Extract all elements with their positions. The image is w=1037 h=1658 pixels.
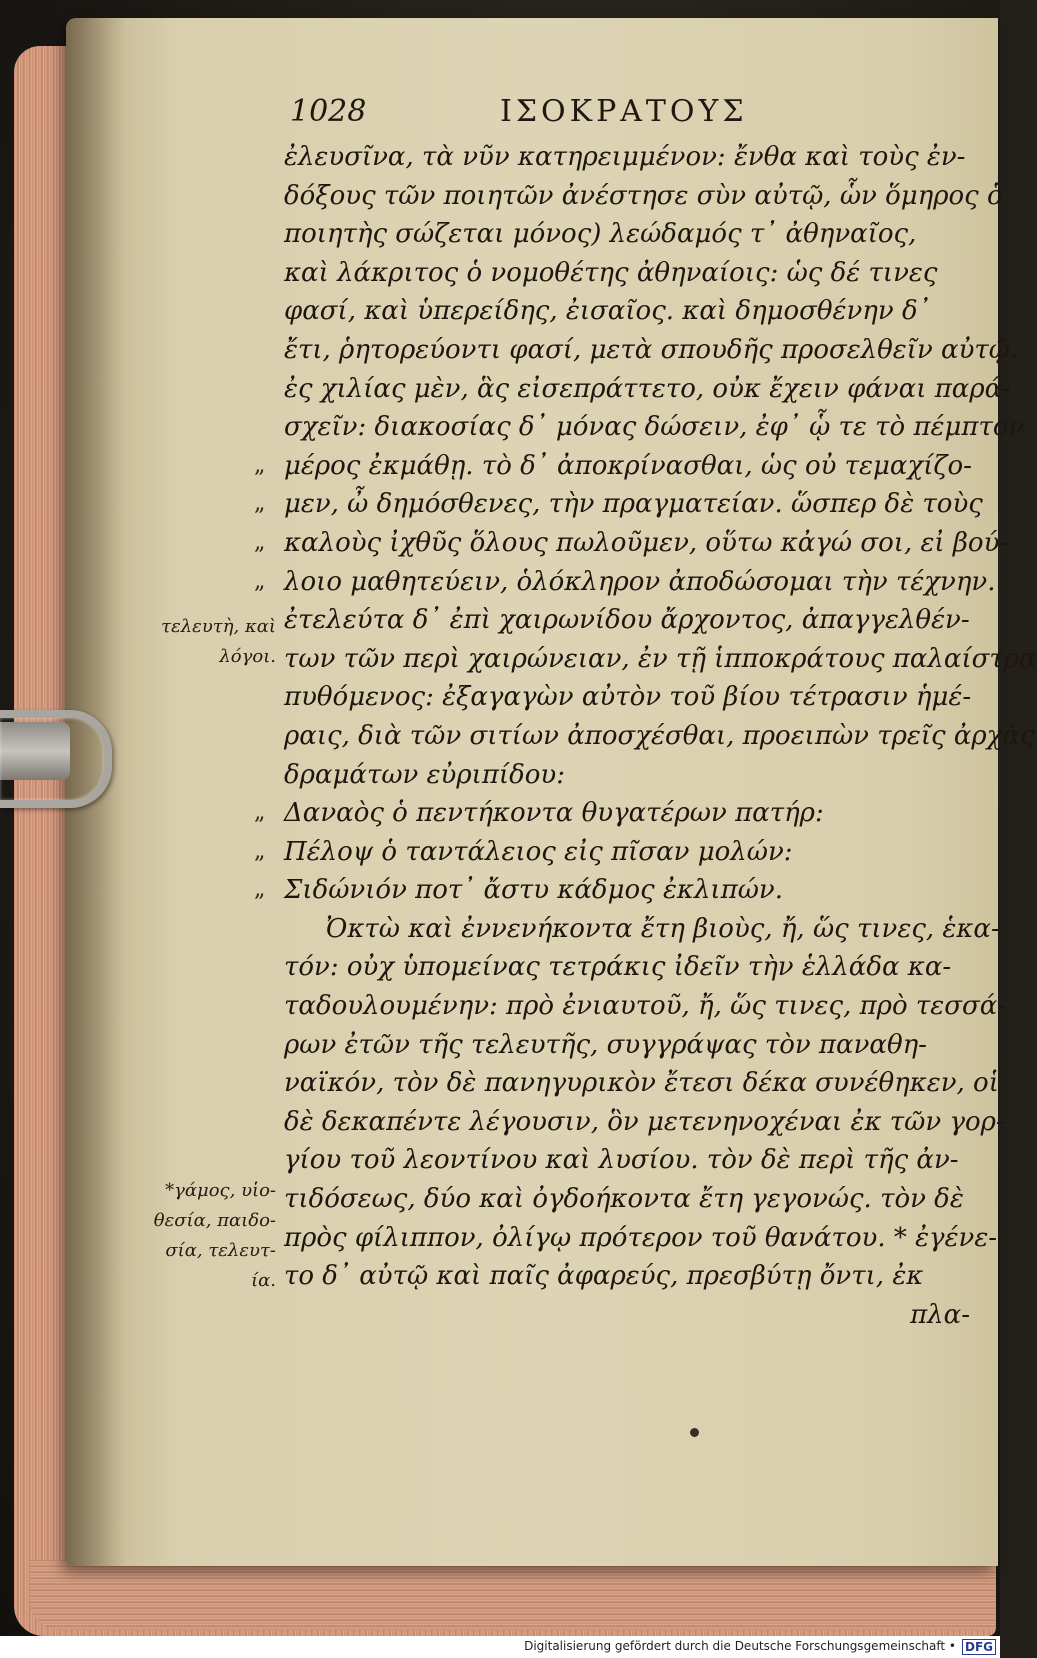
footer-bar (0, 1636, 1000, 1658)
text-line (284, 292, 994, 331)
metal-clip (0, 710, 112, 808)
text-line (284, 1257, 994, 1296)
text-line-content: ἔτι, ῥητορεύοντι φασί, μετὰ σπουδῆς προσελθεῖν αὐτῷ. (284, 334, 1019, 365)
margin-note-line: θεσία, παιδο- (153, 1210, 276, 1231)
text-line (284, 601, 994, 640)
margin-note-line: *γάμος, υἱο- (165, 1180, 276, 1201)
text-line-content: δραμάτων εὐριπίδου: (284, 759, 565, 790)
text-line (284, 717, 1035, 756)
text-line-content: ἐλευσῖνα, τὰ νῦν κατηρειμμένον: ἔνθα καὶ τοὺς ἐν- (284, 142, 966, 172)
text-line (284, 254, 994, 293)
text-line (284, 948, 994, 987)
text-line (284, 910, 1000, 949)
text-line-content: ναϊκόν, τὸν δὲ πανηγυρικὸν ἔτεσι δέκα συνέθηκεν, οἱ (284, 1068, 999, 1099)
text-line (284, 1219, 998, 1258)
text-line-content: το δ᾽ αὐτῷ καὶ παῖς ἀφαρεύς, πρεσβύτῃ ὄντι, ἐκ (284, 1261, 924, 1292)
text-line-content: γίου τοῦ λεοντίνου καὶ λυσίου. τὸν δὲ περὶ τῆς ἀν- (284, 1145, 959, 1176)
text-line (284, 215, 994, 254)
text-line (284, 408, 1025, 447)
quotation-mark: „ (254, 838, 266, 864)
quotation-mark: „ (254, 491, 266, 517)
margin-note (150, 612, 276, 672)
text-line-content: καὶ λάκριτος ὁ νομοθέτης ἀθηναίοις: ὡς δέ τινες (284, 257, 938, 288)
text-block (254, 138, 1037, 1334)
text-line-content: Σιδώνιόν ποτ᾽ ἄστυ κάδμος ἐκλιπών. (284, 875, 783, 906)
footer-credit: Digitalisierung gefördert durch die Deutsche Forschungsgemeinschaft • (524, 1639, 956, 1653)
text-line (254, 563, 996, 602)
text-line-content: δὲ δεκαπέντε λέγουσιν, ὃν μετενηνοχέναι ἐκ τῶν γορ- (284, 1106, 1005, 1137)
page-number: 1028 (290, 94, 367, 129)
text-line-content: ταδουλουμένην: πρὸ ἐνιαυτοῦ, ἤ, ὥς τινες, πρὸ τεσσά- (284, 991, 1007, 1022)
text-line (254, 794, 994, 833)
ink-dot (690, 1428, 699, 1437)
text-line (284, 1180, 994, 1219)
text-line-content: ραις, διὰ τῶν σιτίων ἀποσχέσθαι, προειπὼν τρεῖς ἀρχὰς (284, 720, 1035, 751)
quotation-mark: „ (254, 877, 266, 903)
text-line-content: πυθόμενος: ἐξαγαγὼν αὐτὸν τοῦ βίου τέτρασιν ἡμέ- (284, 682, 972, 713)
text-line-content: πλα- (910, 1299, 970, 1330)
text-line (254, 833, 994, 872)
text-line (284, 1026, 994, 1065)
page-title: ΙΣΟΚΡΑΤΟΥΣ (500, 94, 748, 129)
page-edges-bottom (30, 1560, 996, 1630)
text-line (284, 756, 994, 795)
text-line-content: ἐτελεύτα δ᾽ ἐπὶ χαιρωνίδου ἄρχοντος, ἀπαγγελθέν- (284, 605, 970, 636)
text-line-content: Ὀκτὼ καὶ ἐννενήκοντα ἔτη βιοὺς, ἤ, ὥς τινες, ἑκα- (326, 913, 1000, 944)
text-line-content: μέρος ἐκμάθῃ. τὸ δ᾽ ἀποκρίνασθαι, ὡς οὐ τεμαχίζο- (284, 450, 972, 481)
quotation-mark: „ (254, 452, 266, 478)
text-line-content: των τῶν περὶ χαιρώνειαν, ἐν τῇ ἱπποκράτους παλαίστρα (284, 643, 1037, 674)
text-line (284, 1064, 999, 1103)
text-line (284, 370, 1011, 409)
margin-note-line: λόγοι. (219, 646, 276, 667)
text-line-content: πρὸς φίλιππον, ὀλίγῳ πρότερον τοῦ θανάτου. * ἐγένε- (284, 1222, 998, 1253)
text-line-content: μεν, ὦ δημόσθενες, τὴν πραγματείαν. ὥσπερ δὲ τοὺς (284, 489, 983, 520)
text-line-content: σχεῖν: διακοσίας δ᾽ μόνας δώσειν, ἐφ᾽ ᾧ τε τὸ πέμπτον (284, 412, 1025, 443)
quotation-mark: „ (254, 529, 266, 555)
margin-note-line: ία. (251, 1270, 276, 1291)
text-line-content: λοιο μαθητεύειν, ὁλόκληρον ἀποδώσομαι τὴν τέχνην. (284, 566, 996, 597)
dfg-logo: DFG (962, 1639, 996, 1655)
text-line-content: ποιητὴς σώζεται μόνος) λεώδαμός τ᾽ ἀθηναῖος, (284, 219, 917, 250)
text-line (254, 871, 994, 910)
text-line (284, 640, 1037, 679)
text-line (284, 177, 1003, 216)
text-line-content: τιδόσεως, δύο καὶ ὀγδοήκοντα ἔτη γεγονώς. τὸν δὲ (284, 1184, 964, 1215)
running-head (290, 94, 970, 134)
text-line-content: ἐς χιλίας μὲν, ἃς εἰσεπράττετο, οὐκ ἔχειν φάναι παρά- (284, 373, 1011, 404)
text-line-content: τόν: οὐχ ὑπομείνας τετράκις ἰδεῖν τὴν ἑλλάδα κα- (284, 952, 952, 983)
text-line-content: Δαναὸς ὁ πεντήκοντα θυγατέρων πατήρ: (284, 798, 824, 829)
quotation-mark: „ (254, 800, 266, 826)
text-line (284, 138, 994, 177)
text-line (254, 485, 994, 524)
text-line-content: Πέλοψ ὁ ταντάλειος εἰς πῖσαν μολών: (284, 836, 793, 867)
text-line (284, 1296, 994, 1335)
text-line-content: δόξους τῶν ποιητῶν ἀνέστησε σὺν αὐτῷ, ὧν ὅμηρος ὁ (284, 180, 1003, 211)
text-line-content: ρων ἐτῶν τῆς τελευτῆς, συγγράψας τὸν παναθη- (284, 1029, 927, 1060)
margin-note-line: σία, τελευτ- (165, 1240, 276, 1261)
margin-note (130, 1176, 276, 1296)
text-line-content: φασί, καὶ ὑπερείδης, ἐισαῖος. καὶ δημοσθένην δ᾽ (284, 296, 931, 327)
quotation-mark: „ (254, 568, 266, 594)
text-line (284, 987, 1007, 1026)
text-line (284, 1103, 1005, 1142)
text-line (284, 331, 1019, 370)
text-line (284, 678, 994, 717)
text-line (254, 447, 994, 486)
text-line (284, 1141, 994, 1180)
margin-note-line: τελευτὴ, καὶ (161, 616, 276, 637)
text-line (254, 524, 1009, 563)
text-line-content: καλοὺς ἰχθῦς ὅλους πωλοῦμεν, οὕτω κἀγώ σοι, εἰ βού- (284, 527, 1009, 558)
